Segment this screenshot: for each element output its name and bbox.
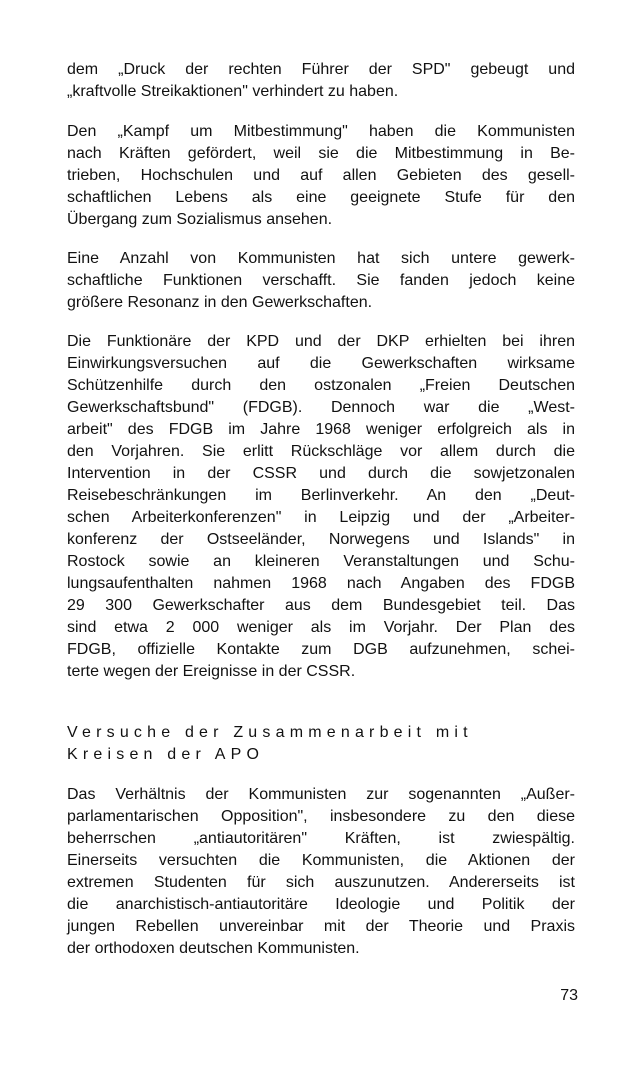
paragraph-4 (67, 331, 575, 683)
text-line: terte wegen der Ereignisse in der CSSR. (67, 663, 356, 680)
heading-line: Versuche der Zusammenarbeit mit (67, 724, 473, 741)
text-line: „kraftvolle Streikaktionen" verhindert zu haben. (67, 83, 399, 100)
page-number: 73 (560, 987, 578, 1004)
text-line: parlamentarischen Opposition", insbesondere zu den diese (67, 808, 575, 825)
text-line: der orthodoxen deutschen Kommunisten. (67, 940, 360, 957)
paragraph-3 (67, 248, 575, 314)
text-line: Einwirkungsversuchen auf die Gewerkschaften wirksame (67, 355, 575, 372)
paragraph-5 (67, 784, 575, 960)
text-line: schaftliche Funktionen verschafft. Sie fanden jedoch keine (67, 272, 575, 289)
text-line: schen Arbeiterkonferenzen" in Leipzig und der „Arbeiter- (67, 509, 575, 526)
text-line: Intervention in der CSSR und durch die sowjetzonalen (67, 465, 575, 482)
text-line: Einerseits versuchten die Kommunisten, die Aktionen der (67, 852, 575, 869)
paragraph-2 (67, 121, 575, 231)
paragraph-1 (67, 59, 575, 103)
text-line: dem „Druck der rechten Führer der SPD" gebeugt und (67, 61, 575, 78)
text-line: 29 300 Gewerkschafter aus dem Bundesgebiet teil. Das (67, 597, 575, 614)
text-line: Das Verhältnis der Kommunisten zur sogenannten „Außer- (67, 786, 575, 803)
text-line: Rostock sowie an kleineren Veranstaltungen und Schu- (67, 553, 575, 570)
text-line: Reisebeschränkungen im Berlinverkehr. An den „Deut- (67, 487, 575, 504)
text-line: Die Funktionäre der KPD und der DKP erhielten bei ihren (67, 333, 575, 350)
text-line: Übergang zum Sozialismus ansehen. (67, 211, 333, 228)
text-line: extremen Studenten für sich auszunutzen. Andererseits ist (67, 874, 575, 891)
text-line: die anarchistisch-antiautoritäre Ideologie und Politik der (67, 896, 575, 913)
text-line: Den „Kampf um Mitbestimmung" haben die Kommunisten (67, 123, 575, 140)
text-line: lungsaufenthalten nahmen 1968 nach Angaben des FDGB (67, 575, 575, 592)
text-line: FDGB, offizielle Kontakte zum DGB aufzunehmen, schei- (67, 641, 575, 658)
text-line: Gewerkschaftsbund" (FDGB). Dennoch war die „West- (67, 399, 575, 416)
text-line: jungen Rebellen unvereinbar mit der Theorie und Praxis (67, 918, 575, 935)
text-line: sind etwa 2 000 weniger als im Vorjahr. Der Plan des (67, 619, 575, 636)
heading-line: Kreisen der APO (67, 746, 265, 763)
text-line: trieben, Hochschulen und auf allen Gebieten des gesell- (67, 167, 575, 184)
text-line: größere Resonanz in den Gewerkschaften. (67, 294, 373, 311)
text-line: beherrschen „antiautoritären" Kräften, ist zwiespältig. (67, 830, 575, 847)
text-line: Schützenhilfe durch den ostzonalen „Freien Deutschen (67, 377, 575, 394)
text-line: den Vorjahren. Sie erlitt Rückschläge vor allem durch die (67, 443, 575, 460)
text-line: nach Kräften gefördert, weil sie die Mitbestimmung in Be- (67, 145, 575, 162)
text-line: konferenz der Ostseeländer, Norwegens und Islands" in (67, 531, 575, 548)
text-line: arbeit" des FDGB im Jahre 1968 weniger erfolgreich als in (67, 421, 575, 438)
text-line: schaftlichen Lebens als eine geeignete Stufe für den (67, 189, 575, 206)
section-heading (67, 722, 527, 766)
text-line: Eine Anzahl von Kommunisten hat sich untere gewerk- (67, 250, 575, 267)
